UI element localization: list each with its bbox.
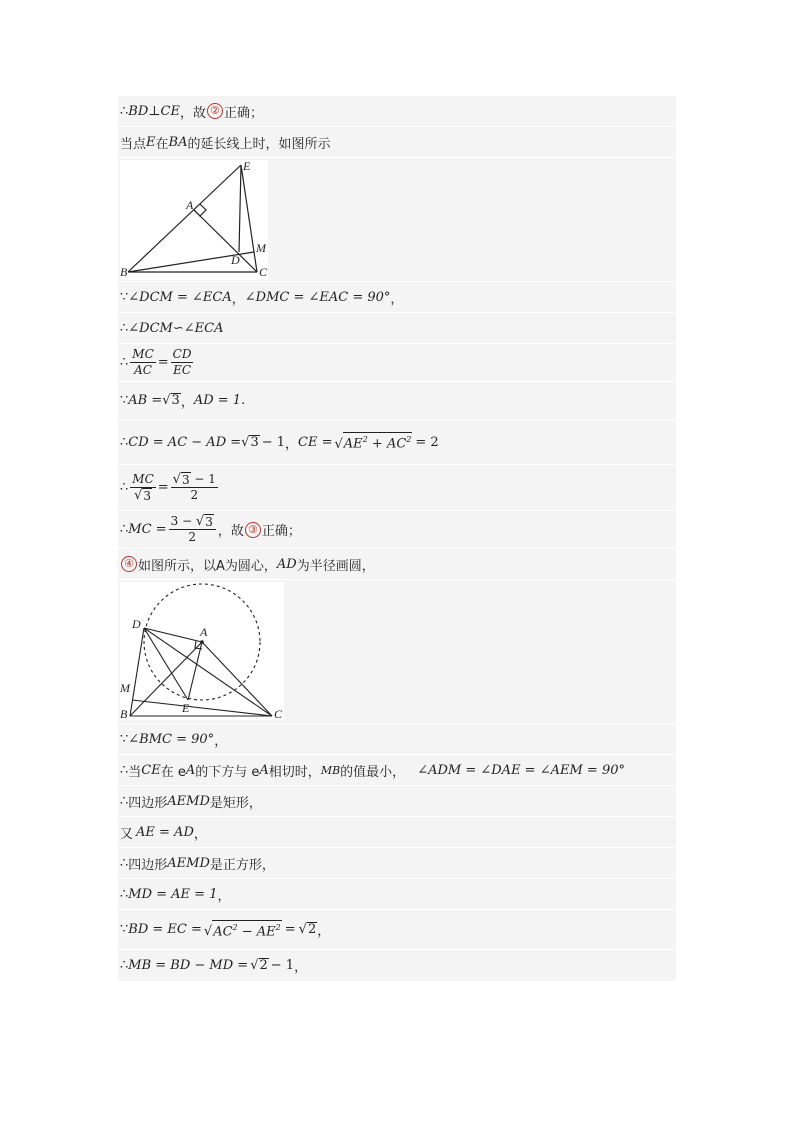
text: ， [317, 924, 331, 939]
radical-sign: √ [162, 393, 171, 408]
expr: − 1 [261, 434, 286, 450]
because-symbol: ∵ [120, 922, 129, 937]
expr: CE = [298, 434, 333, 450]
segment-bd: BD [128, 103, 149, 119]
expr: ∠DMC = ∠EAC = 90° [244, 289, 391, 305]
line-ratio [118, 344, 676, 382]
line-ac [202, 642, 272, 716]
line-md [118, 879, 676, 910]
segment-mb: MB [320, 763, 341, 777]
numerator: 3 − √ 3 [169, 514, 216, 530]
line-da [144, 628, 202, 642]
expr: MB = BD − MD = [128, 958, 249, 973]
text: ， [217, 888, 231, 904]
expr: AD = 1 [193, 393, 242, 408]
label-m: M [256, 241, 266, 255]
radicand: 2 [259, 958, 268, 973]
radicand: 3 [171, 393, 180, 408]
text: 当点 [120, 136, 147, 152]
line-db [130, 628, 144, 716]
radical-sign: √ [334, 436, 343, 452]
label-a: A [200, 625, 208, 639]
text: 又 [120, 826, 134, 842]
label-e: E [182, 701, 190, 715]
segment-ce: CE [141, 762, 161, 778]
therefore-symbol: ∴ [120, 434, 129, 450]
therefore-symbol: ∴ [120, 793, 129, 809]
text: ， [294, 960, 308, 975]
therefore-symbol: ∴ [120, 958, 129, 973]
text: ， [214, 733, 228, 749]
equals: = [284, 922, 296, 937]
text: ， [231, 291, 245, 307]
text: 在 e [160, 764, 186, 780]
text: 是矩形， [209, 795, 262, 811]
radicand: 3 [205, 515, 213, 529]
equals: = [157, 355, 169, 370]
perp-symbol: ⊥ [148, 103, 161, 119]
term: 3 − [170, 514, 193, 528]
point-a: A [259, 762, 269, 778]
term: AC [213, 924, 233, 940]
numerator: CD [172, 347, 192, 361]
label-c: C [259, 265, 268, 279]
text: 为半径画圆， [296, 558, 375, 574]
text: 四边形 [128, 857, 168, 873]
numerator: MC [132, 347, 154, 361]
expr: = 2 [415, 434, 439, 450]
text: 正确； [261, 524, 301, 539]
sqrt: √ 2 [250, 958, 268, 973]
circled-number-2: ② [207, 103, 223, 119]
term: + AC [371, 436, 407, 452]
circled-number-3: ③ [245, 522, 261, 538]
center-dot [200, 640, 204, 644]
expr: − 1 [270, 958, 295, 973]
therefore-symbol: ∴ [120, 855, 129, 871]
text: 当 [128, 764, 142, 780]
expr: CD = AC − AD = [128, 434, 242, 450]
line-mc-ratio [118, 465, 676, 511]
expr: BD = EC = [128, 922, 202, 937]
because-symbol: ∵ [120, 289, 129, 305]
label-a: A [186, 198, 194, 212]
therefore-symbol: ∴ [120, 522, 129, 537]
label-m: M [120, 681, 130, 695]
line-de [144, 628, 188, 700]
sqrt [241, 435, 260, 450]
denominator: 2 [188, 530, 197, 544]
equals: = [157, 480, 169, 495]
fraction [171, 472, 218, 503]
line-part-4 [118, 549, 676, 580]
line-mc-value [118, 511, 676, 549]
sqrt: √ 2 [298, 922, 317, 937]
line-ed [239, 165, 241, 252]
text: 在 [155, 136, 169, 152]
numerator: √ 3 − 1 [172, 472, 216, 487]
sqrt [162, 393, 181, 408]
text: 四边形 [128, 795, 168, 811]
expr: ∠BMC = 90° [128, 731, 215, 747]
text: 的值最小， [340, 764, 406, 780]
segment-ba: BA [168, 134, 188, 150]
term: − AE [241, 924, 276, 940]
label-c: C [274, 707, 283, 720]
radicand: 3 [250, 434, 259, 450]
text: 的延长线上时，如图所示 [187, 136, 331, 152]
right-angle-mark [194, 204, 206, 216]
label-e: E [243, 160, 251, 173]
line-rectangle [118, 786, 676, 817]
label-b: B [120, 265, 128, 279]
label-d: D [231, 253, 240, 267]
radicand: 2 [307, 922, 317, 937]
fraction [130, 472, 155, 503]
denominator: 2 [190, 488, 199, 502]
numerator: MC [132, 472, 154, 486]
line-be [128, 165, 241, 272]
line-similar [118, 313, 676, 344]
text: ， [285, 436, 299, 452]
therefore-symbol: ∴ [120, 886, 129, 902]
line-bmc-right [118, 724, 676, 755]
label-d: D [132, 617, 141, 631]
line-angle-equality [118, 282, 676, 313]
text: ， [180, 395, 194, 410]
because-symbol: ∵ [120, 731, 129, 747]
text: 如图所示，以A为圆心， [138, 558, 277, 574]
line-mb-value [118, 950, 676, 982]
line-ec [241, 165, 257, 272]
denominator: AC [134, 363, 152, 377]
quad-aemd: AEMD [167, 855, 210, 871]
line-ae [188, 642, 202, 700]
sqrt: √ $AC^2 - AE^2$ [204, 920, 282, 939]
line-ac [194, 210, 257, 272]
fraction [130, 347, 155, 378]
solution-page [118, 96, 676, 982]
fraction [169, 514, 216, 545]
line-bd-perp-ce [118, 96, 676, 127]
therefore-symbol: ∴ [120, 762, 129, 778]
expr: MC = [128, 522, 167, 537]
quad-aemd: AEMD [167, 793, 210, 809]
line-mc [132, 700, 272, 716]
line-bd-ec [118, 910, 676, 950]
line-tangent-min [118, 755, 676, 786]
line-cd-ce [118, 420, 676, 465]
expr: ∠ADM = ∠DAE = ∠AEM = 90° [417, 762, 625, 778]
denominator: EC [173, 363, 192, 377]
text: 正确； [223, 105, 263, 121]
text: 相切时， [268, 764, 321, 780]
text: ， [193, 826, 207, 842]
point-e: E [146, 134, 156, 150]
line-square [118, 848, 676, 879]
text: ， [390, 291, 404, 307]
radical-sign: √ [241, 434, 250, 450]
segment-ce: CE [160, 103, 180, 119]
therefore-symbol: ∴ [120, 480, 129, 495]
sqrt [335, 432, 413, 451]
label-b: B [120, 707, 128, 720]
line-case-e-extension [118, 127, 676, 158]
geometry-figure-1 [120, 160, 268, 280]
expr: ∠DCM∽∠ECA [128, 320, 224, 336]
expr: AE = AD [136, 824, 194, 840]
radicand: $AE^2 + AC^2$ [343, 432, 413, 451]
text: 是正方形， [209, 857, 275, 873]
line-ab [130, 642, 202, 716]
therefore-symbol: ∴ [120, 355, 129, 370]
figure-1-row [118, 158, 676, 282]
line-given-values [118, 382, 676, 420]
term: − 1 [194, 472, 216, 486]
because-symbol: ∵ [120, 393, 129, 408]
expr: ∠DCM = ∠ECA [128, 289, 232, 305]
expr: AB = [128, 393, 163, 408]
text: ，故 [217, 524, 244, 539]
text: 的下方与 e [195, 764, 260, 780]
point-a: A [185, 762, 196, 778]
radicand: 3 [143, 489, 151, 503]
denominator: √ 3 [134, 488, 151, 503]
fraction [171, 347, 194, 378]
text: ，故 [179, 105, 206, 121]
line-ae-eq-ad [118, 817, 676, 848]
circled-number-4: ④ [121, 556, 137, 572]
text: . [241, 393, 246, 408]
line-dc [144, 628, 272, 716]
therefore-symbol: ∴ [120, 320, 129, 336]
figure-2-row [118, 580, 676, 724]
therefore-symbol: ∴ [120, 103, 129, 119]
radicand: 3 [181, 473, 190, 487]
expr: MD = AE = 1 [128, 886, 218, 902]
term: AE [343, 436, 363, 452]
segment-ad: AD [276, 556, 297, 572]
geometry-figure-2 [120, 582, 284, 720]
radicand: $AC^2 - AE^2$ [212, 920, 282, 939]
